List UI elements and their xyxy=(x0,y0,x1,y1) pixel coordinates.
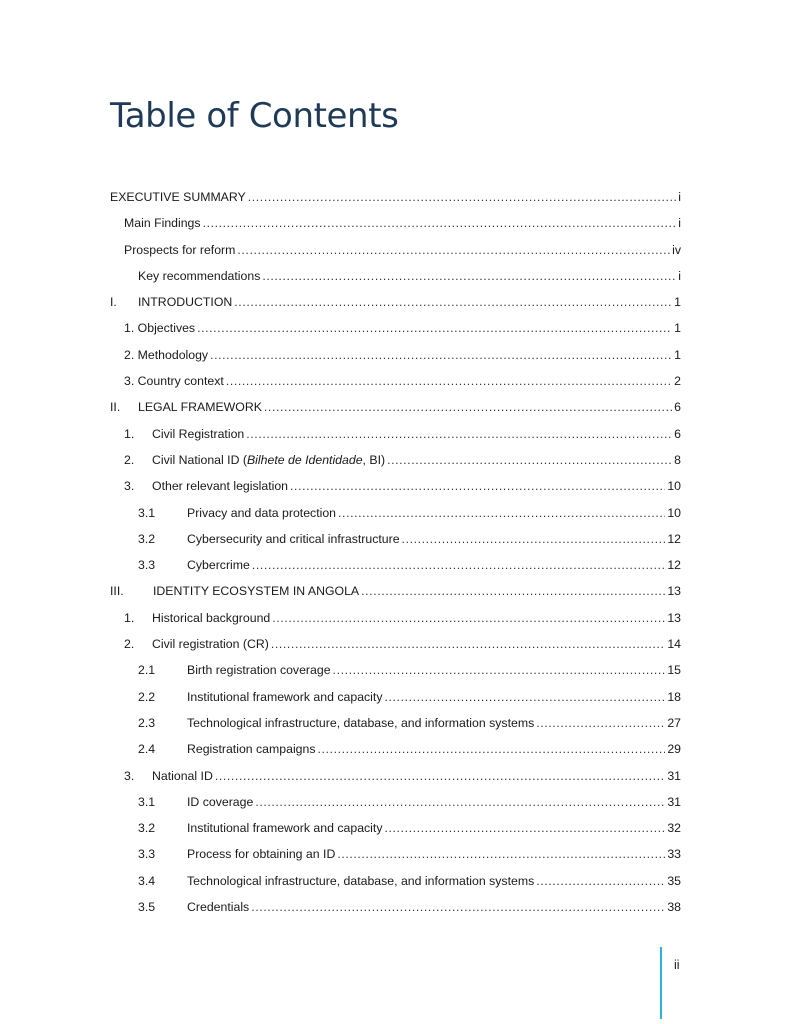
toc-entry-title: Cybersecurity and critical infrastructure xyxy=(187,531,400,546)
toc-entry-page: 12 xyxy=(667,558,681,573)
toc-entry-number: I. xyxy=(110,295,117,310)
toc-entry[interactable] xyxy=(110,789,681,815)
toc-entry[interactable] xyxy=(110,631,681,657)
toc-entry-title: Credentials xyxy=(187,900,250,915)
toc-entry[interactable] xyxy=(110,263,681,289)
toc-entry-page: 1 xyxy=(674,321,681,336)
dot-leader xyxy=(384,822,665,834)
toc-entry-title: Other relevant legislation xyxy=(152,479,289,494)
toc-entry[interactable] xyxy=(110,289,681,315)
toc-entry-number: 2.3 xyxy=(138,715,156,730)
toc-entry[interactable] xyxy=(110,684,681,710)
dot-leader xyxy=(290,480,665,492)
toc-entry-title: Key recommendations xyxy=(138,268,261,283)
dot-leader xyxy=(536,875,665,887)
toc-entry-title: Privacy and data protection xyxy=(187,505,337,520)
dot-leader xyxy=(203,217,677,229)
toc-entry-number: 3.1 xyxy=(138,794,156,809)
toc-entry-page: 2 xyxy=(674,374,681,389)
toc-entry[interactable] xyxy=(110,552,681,578)
toc-entry-page: i xyxy=(678,216,681,231)
toc-entry-title: 3. Country context xyxy=(124,374,224,389)
dot-leader xyxy=(246,428,672,440)
toc-entry-title: Historical background xyxy=(152,610,271,625)
toc-entry-number: 1. xyxy=(124,610,135,625)
toc-entry-page: 8 xyxy=(674,452,681,467)
toc-entry-title: Technological infrastructure, database, and information systems xyxy=(187,715,535,730)
toc-entry-title: INTRODUCTION xyxy=(138,295,233,310)
toc-entry[interactable] xyxy=(110,394,681,420)
toc-entry-page: 12 xyxy=(667,531,681,546)
dot-leader xyxy=(361,585,665,597)
page-title: Table of Contents xyxy=(110,96,399,136)
dot-leader xyxy=(234,296,672,308)
toc-entry-number: 3.3 xyxy=(138,847,156,862)
toc-entry-number: 1. xyxy=(124,426,135,441)
dot-leader xyxy=(255,796,665,808)
dot-leader xyxy=(264,401,672,413)
toc-entry-title: LEGAL FRAMEWORK xyxy=(138,400,262,415)
toc-entry[interactable] xyxy=(110,710,681,736)
toc-entry[interactable] xyxy=(110,894,681,920)
page-number: ii xyxy=(674,958,680,972)
toc-entry-title: Institutional framework and capacity xyxy=(187,821,383,836)
toc-entry-page: 29 xyxy=(667,742,681,757)
toc-entry-number: 3.3 xyxy=(138,558,156,573)
toc-entry-number: 3.4 xyxy=(138,873,156,888)
toc-entry-page: 31 xyxy=(667,768,681,783)
toc-entry[interactable] xyxy=(110,210,681,236)
dot-leader xyxy=(251,901,665,913)
toc-entry[interactable] xyxy=(110,342,681,368)
toc-entry-title: 1. Objectives xyxy=(124,321,196,336)
toc-entry-page: 10 xyxy=(667,505,681,520)
toc-entry-number: 2.4 xyxy=(138,742,156,757)
toc-entry[interactable] xyxy=(110,526,681,552)
toc-entry[interactable] xyxy=(110,315,681,341)
dot-leader xyxy=(272,612,665,624)
toc-entry-title: Birth registration coverage xyxy=(187,663,331,678)
toc-entry-page: 27 xyxy=(667,715,681,730)
toc-entry-number: 2. xyxy=(124,637,135,652)
toc-entry-page: 15 xyxy=(667,663,681,678)
footer-rule xyxy=(660,947,662,1019)
toc-entry[interactable] xyxy=(110,868,681,894)
toc-entry[interactable] xyxy=(110,237,681,263)
dot-leader xyxy=(248,191,677,203)
toc-entry-title: Prospects for reform xyxy=(124,242,236,257)
table-of-contents xyxy=(110,184,681,920)
dot-leader xyxy=(226,375,672,387)
toc-entry-number: 3.1 xyxy=(138,505,156,520)
toc-entry-title: Process for obtaining an ID xyxy=(187,847,336,862)
dot-leader xyxy=(210,349,672,361)
toc-entry-number: 2. xyxy=(124,452,135,467)
toc-entry-title: Civil Registration xyxy=(152,426,245,441)
toc-entry-number: 2.1 xyxy=(138,663,156,678)
toc-entry-number: 3. xyxy=(124,768,135,783)
dot-leader xyxy=(215,770,665,782)
toc-entry[interactable] xyxy=(110,473,681,499)
dot-leader xyxy=(387,454,672,466)
toc-entry[interactable] xyxy=(110,421,681,447)
toc-entry-number: II. xyxy=(110,400,121,415)
dot-leader xyxy=(318,743,666,755)
toc-entry[interactable] xyxy=(110,605,681,631)
toc-entry[interactable] xyxy=(110,447,681,473)
dot-leader xyxy=(333,664,666,676)
dot-leader xyxy=(271,638,665,650)
toc-entry-page: i xyxy=(678,268,681,283)
dot-leader xyxy=(536,717,665,729)
toc-entry-number: 3. xyxy=(124,479,135,494)
toc-entry-title: Civil National ID (Bilhete de Identidade, BI) xyxy=(152,452,386,467)
toc-entry[interactable] xyxy=(110,578,681,604)
toc-entry[interactable] xyxy=(110,368,681,394)
toc-entry-page: 6 xyxy=(674,426,681,441)
toc-entry-page: 1 xyxy=(674,347,681,362)
toc-entry-title: Technological infrastructure, database, and information systems xyxy=(187,873,535,888)
toc-entry-number: 3.2 xyxy=(138,821,156,836)
toc-entry[interactable] xyxy=(110,841,681,867)
toc-entry-page: 33 xyxy=(667,847,681,862)
dot-leader xyxy=(402,533,666,545)
toc-entry-number: 2.2 xyxy=(138,689,156,704)
toc-entry[interactable] xyxy=(110,763,681,789)
dot-leader xyxy=(337,848,665,860)
toc-entry-page: i xyxy=(678,190,681,204)
toc-entry-number: 3.5 xyxy=(138,900,156,915)
toc-entry-title: Registration campaigns xyxy=(187,742,316,757)
toc-entry-page: iv xyxy=(672,242,681,257)
dot-leader xyxy=(237,244,670,256)
toc-entry-page: 35 xyxy=(667,873,681,888)
toc-entry-page: 14 xyxy=(667,637,681,652)
toc-entry-number: 3.2 xyxy=(138,531,156,546)
toc-entry-page: 10 xyxy=(667,479,681,494)
dot-leader xyxy=(262,270,676,282)
toc-entry-page: 38 xyxy=(667,900,681,915)
toc-entry-title: 2. Methodology xyxy=(124,347,209,362)
toc-entry[interactable] xyxy=(110,500,681,526)
toc-entry-title: Cybercrime xyxy=(187,558,250,573)
toc-entry-title: EXECUTIVE SUMMARY xyxy=(110,190,246,204)
toc-entry-page: 13 xyxy=(667,610,681,625)
toc-entry-page: 13 xyxy=(667,584,681,599)
toc-entry-title: Institutional framework and capacity xyxy=(187,689,383,704)
toc-entry-title: Civil registration (CR) xyxy=(152,637,269,652)
dot-leader xyxy=(252,559,665,571)
toc-entry[interactable] xyxy=(110,184,681,210)
toc-entry-page: 6 xyxy=(674,400,681,415)
toc-entry[interactable] xyxy=(110,736,681,762)
toc-entry[interactable] xyxy=(110,657,681,683)
toc-entry-page: 32 xyxy=(667,821,681,836)
toc-entry-number: III. xyxy=(110,584,124,599)
toc-entry-title: Main Findings xyxy=(124,216,201,231)
toc-entry-page: 31 xyxy=(667,794,681,809)
toc-entry-title: National ID xyxy=(152,768,213,783)
toc-entry-page: 18 xyxy=(667,689,681,704)
toc-entry[interactable] xyxy=(110,815,681,841)
toc-entry-page: 1 xyxy=(674,295,681,310)
dot-leader xyxy=(197,322,672,334)
dot-leader xyxy=(338,507,665,519)
toc-entry-title: IDENTITY ECOSYSTEM IN ANGOLA xyxy=(153,584,360,599)
toc-entry-title: ID coverage xyxy=(187,794,254,809)
dot-leader xyxy=(384,691,665,703)
